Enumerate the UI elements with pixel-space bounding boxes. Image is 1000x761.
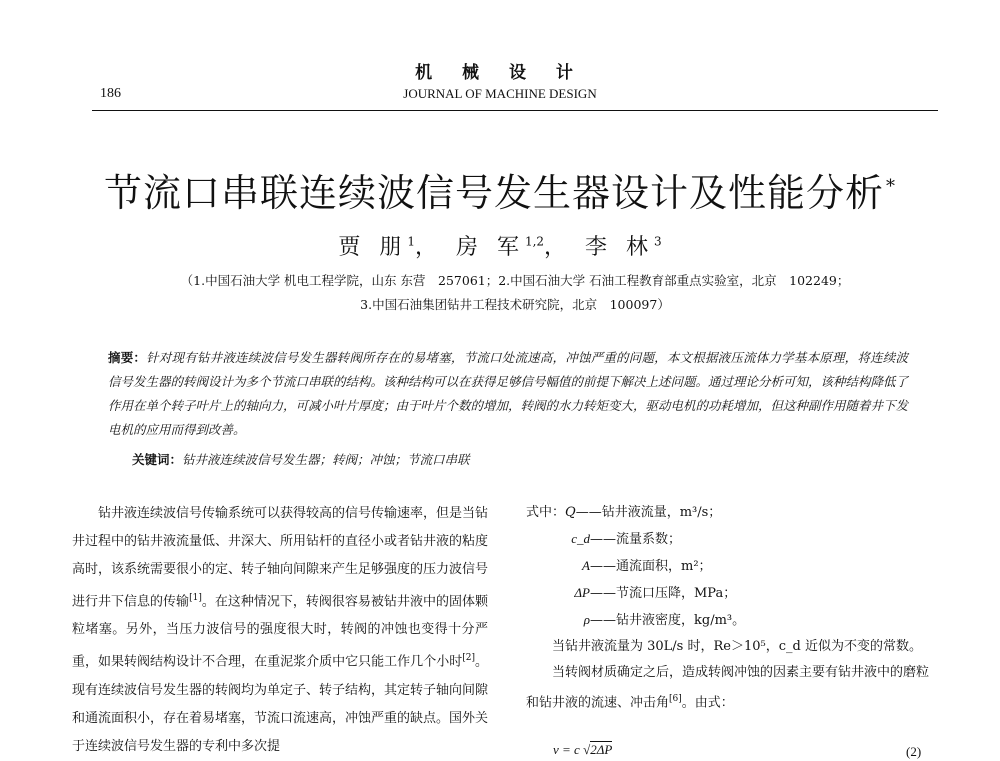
citation[interactable]: [2] xyxy=(462,653,475,664)
definition-row xyxy=(526,580,938,607)
title-footnote-mark: * xyxy=(886,176,896,198)
journal-title-en: JOURNAL OF MACHINE DESIGN xyxy=(403,86,597,101)
definition-text: ——流量系数； xyxy=(590,532,682,547)
equation-numerator: 2ΔP xyxy=(590,742,613,757)
author-affil-mark: 1 xyxy=(407,234,415,249)
body-text: 钻井液连续波信号传输系统可以获得较高的信号传输速率，但是当钻井过程中的钻井液流量低、井深大、所用钻杆的直径小或者钻井液的粘度高时，该系统需要很小的定、转子轴向间隙来产生足够强度的压力波信号进行井下信息的传输 xyxy=(72,506,489,610)
definition-text: ——节流口压降，MPa； xyxy=(590,586,737,601)
definition-symbol: Q xyxy=(565,505,576,520)
definition-text: ——钻井液流量，m³/s； xyxy=(575,505,722,520)
definition-text: ——通流面积，m²； xyxy=(590,559,712,574)
header-rule xyxy=(92,110,938,111)
affiliation-line-2: 3.中国石油集团钻井工程技术研究院，北京 100097） xyxy=(360,297,670,312)
body-text: 。现有连续波信号发生器的转阀均为单定子、转子结构，其定转子轴向间隙和通流面积小，存在着易堵塞，节流口流速高，冲蚀严重的缺点。国外关于连续波信号发生器的专利中多次提 xyxy=(72,654,489,754)
definition-row xyxy=(526,526,938,553)
abstract-text: 针对现有钻井液连续波信号发生器转阀所存在的易堵塞，节流口处流速高，冲蚀严重的问题，本文根据液压流体力学基本原理，将连续波信号发生器的转阀设计为多个节流口串联的结构。该种结构可以在获得足够信号幅值的前提下解决上述问题。通过理论分析可知，该种结构降低了作用在单个转子叶片上的轴向力，可减小叶片厚度；由于叶片个数的增加，转阀的水力转矩变大，驱动电机的功耗增加，但这种副作用随着井下发电机的应用而得到改善。 xyxy=(108,350,909,437)
body-paragraph: 当钻井液流量为 30L/s 时，Re＞10⁵，c_d 近似为不变的常数。 xyxy=(552,639,922,654)
author-list: 贾 朋$^1$， 房 军$^{1,2}$， 李 林$^3$ xyxy=(338,234,662,260)
sqrt-icon: √ xyxy=(583,742,591,757)
citation[interactable]: [6] xyxy=(669,694,682,704)
journal-title-cn: 机 械 设 计 xyxy=(415,63,585,83)
affiliation-line-1: （1.中国石油大学 机电工程学院，山东 东营 257061；2.中国石油大学 石油工程教育部重点实验室，北京 102249； xyxy=(180,273,850,288)
keywords-label: 关键词： xyxy=(132,452,183,467)
definition-symbol: A xyxy=(582,558,590,573)
body-text: 。由式： xyxy=(681,695,734,711)
paper-title xyxy=(0,162,1000,217)
author-name: 贾 朋 xyxy=(338,235,408,260)
body-left-column xyxy=(72,500,488,761)
keywords-text: 钻井液连续波信号发生器；转阀；冲蚀；节流口串联 xyxy=(182,452,470,467)
definition-symbol: c_d xyxy=(571,531,590,546)
author-affil-mark: 1,2 xyxy=(524,234,545,249)
body-right-column xyxy=(526,500,938,716)
where-label: 式中： xyxy=(526,505,566,520)
body-text: 。在这种情况下，转阀很容易被钻井液中的固体颗粒堵塞。另外，当压力波信号的强度很大时，转阀的冲蚀也变得十分严重，如果转阀结构设计不合理，在重泥浆介质中它只能工作几个小时 xyxy=(72,594,488,670)
body-paragraph xyxy=(72,500,488,761)
definition-text: ——钻井液密度，kg/m³。 xyxy=(590,613,746,628)
definition-row xyxy=(526,500,938,526)
body-paragraph xyxy=(526,660,938,716)
abstract xyxy=(108,346,908,442)
definition-symbol: ΔP xyxy=(574,585,590,600)
citation[interactable]: [1] xyxy=(189,593,202,603)
definition-row xyxy=(526,607,938,634)
paper-title-text: 节流口串联连续波信号发生器设计及性能分析 xyxy=(103,171,884,215)
author-affil-mark: 3 xyxy=(654,234,662,249)
definition-row xyxy=(526,553,938,580)
equation-2 xyxy=(553,742,612,758)
abstract-label: 摘要： xyxy=(108,350,147,365)
symbol-definitions xyxy=(526,500,938,634)
author-name: 房 军 xyxy=(455,235,525,260)
definition-symbol: ρ xyxy=(583,612,590,627)
body-text: 当转阀材质确定之后，造成转阀冲蚀的因素主要有钻井液中的磨粒和钻井液的流速、冲击角 xyxy=(526,665,930,711)
page-number: 186 xyxy=(100,86,121,101)
keywords xyxy=(132,450,912,468)
author-name: 李 林 xyxy=(585,235,655,260)
equation-lhs: v = c xyxy=(553,742,580,757)
equation-number: (2) xyxy=(906,744,922,759)
